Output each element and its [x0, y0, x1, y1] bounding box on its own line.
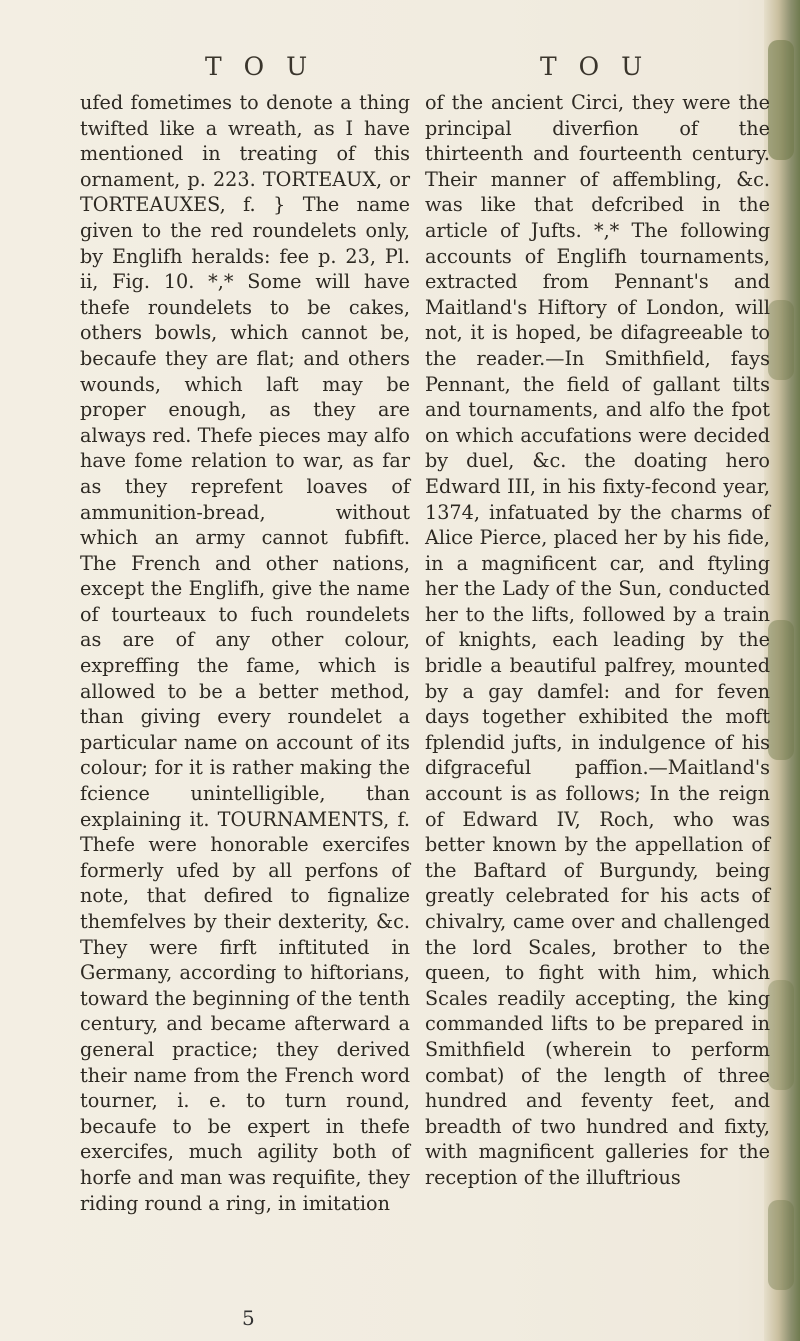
stain-mark	[768, 300, 794, 380]
stain-mark	[768, 40, 794, 160]
stain-mark	[768, 620, 794, 760]
signature-mark: 5	[242, 1306, 255, 1330]
column-text: of the ancient Circi, they were the principal diverfion of the thirteenth and fourteenth century. Their manner of affembling, &c. was like that defcribed in the article of Jufts. *,* The following accounts of Englifh tournaments, extracted from Pennant's and Maitland's Hiftory of London, will not, it is hoped, be difagreeable to the reader.—In Smithfield, fays Pennant, the field of gallant tilts and tournaments, and alfo the fpot on which accufations were decided by duel, &c. the doating hero Edward III, in his fixty-fecond year, 1374, infatuated by the charms of Alice Pierce, placed her by his fide, in a magnificent car, and ftyling her the Lady of the Sun, conducted her to the lifts, followed by a train of knights, each leading by the bridle a beautiful palfrey, mounted by a gay damfel: and for feven days together exhibited the moft fplendid jufts, in indulgence of his difgraceful paffion.—Maitland's account is as follows; In the reign of Edward IV, Roch, who was better known by the appellation of the Baftard of Burgundy, being greatly celebrated for his acts of chivalry, came over and challenged the lord Scales, brother to the queen, to fight with him, which Scales readily accepting, the king commanded lifts to be prepared in Smithfield (wherein to perform combat) of the length of three hundred and feventy feet, and breadth of two hundred and fixty, with magnificent galleries for the reception of the illuftrious	[425, 91, 770, 1189]
running-header-left: T O U	[205, 52, 315, 81]
text-column-left	[80, 90, 410, 1216]
stain-mark	[768, 980, 794, 1090]
stain-mark	[768, 1200, 794, 1290]
column-text: ufed fometimes to denote a thing twifted like a wreath, as I have mentioned in treating of this ornament, p. 223. TORTEAUX, or TORTEAUXES, f. } The name given to the red roundelets only, by Englifh heralds: fee p. 23, Pl. ii, Fig. 10. *,* Some will have thefe roundelets to be cakes, others bowls, which cannot be, becaufe they are flat; and others wounds, which laft may be proper enough, as they are always red. Thefe pieces may alfo have fome relation to war, as far as they reprefent loaves of ammunition-bread, without which an army cannot fubfift. The French and other nations, except the Englifh, give the name of tourteaux to fuch roundelets as are of any other colour, expreffing the fame, which is allowed to be a better method, than giving every roundelet a particular name on account of its colour; for it is rather making the fcience unintelligible, than explaining it. TOURNAMENTS, f. Thefe were honorable exercifes formerly ufed by all perfons of note, that defired to fignalize themfelves by their dexterity, &c. They were firft inftituted in Germany, according to hiftorians, toward the beginning of the tenth century, and became afterward a general practice; they derived their name from the French word tourner, i. e. to turn round, becaufe to be expert in thefe exercifes, much agility both of horfe and man was requifite, they riding round a ring, in imitation	[80, 91, 410, 1215]
running-header-right: T O U	[540, 52, 650, 81]
text-column-right	[425, 90, 770, 1191]
